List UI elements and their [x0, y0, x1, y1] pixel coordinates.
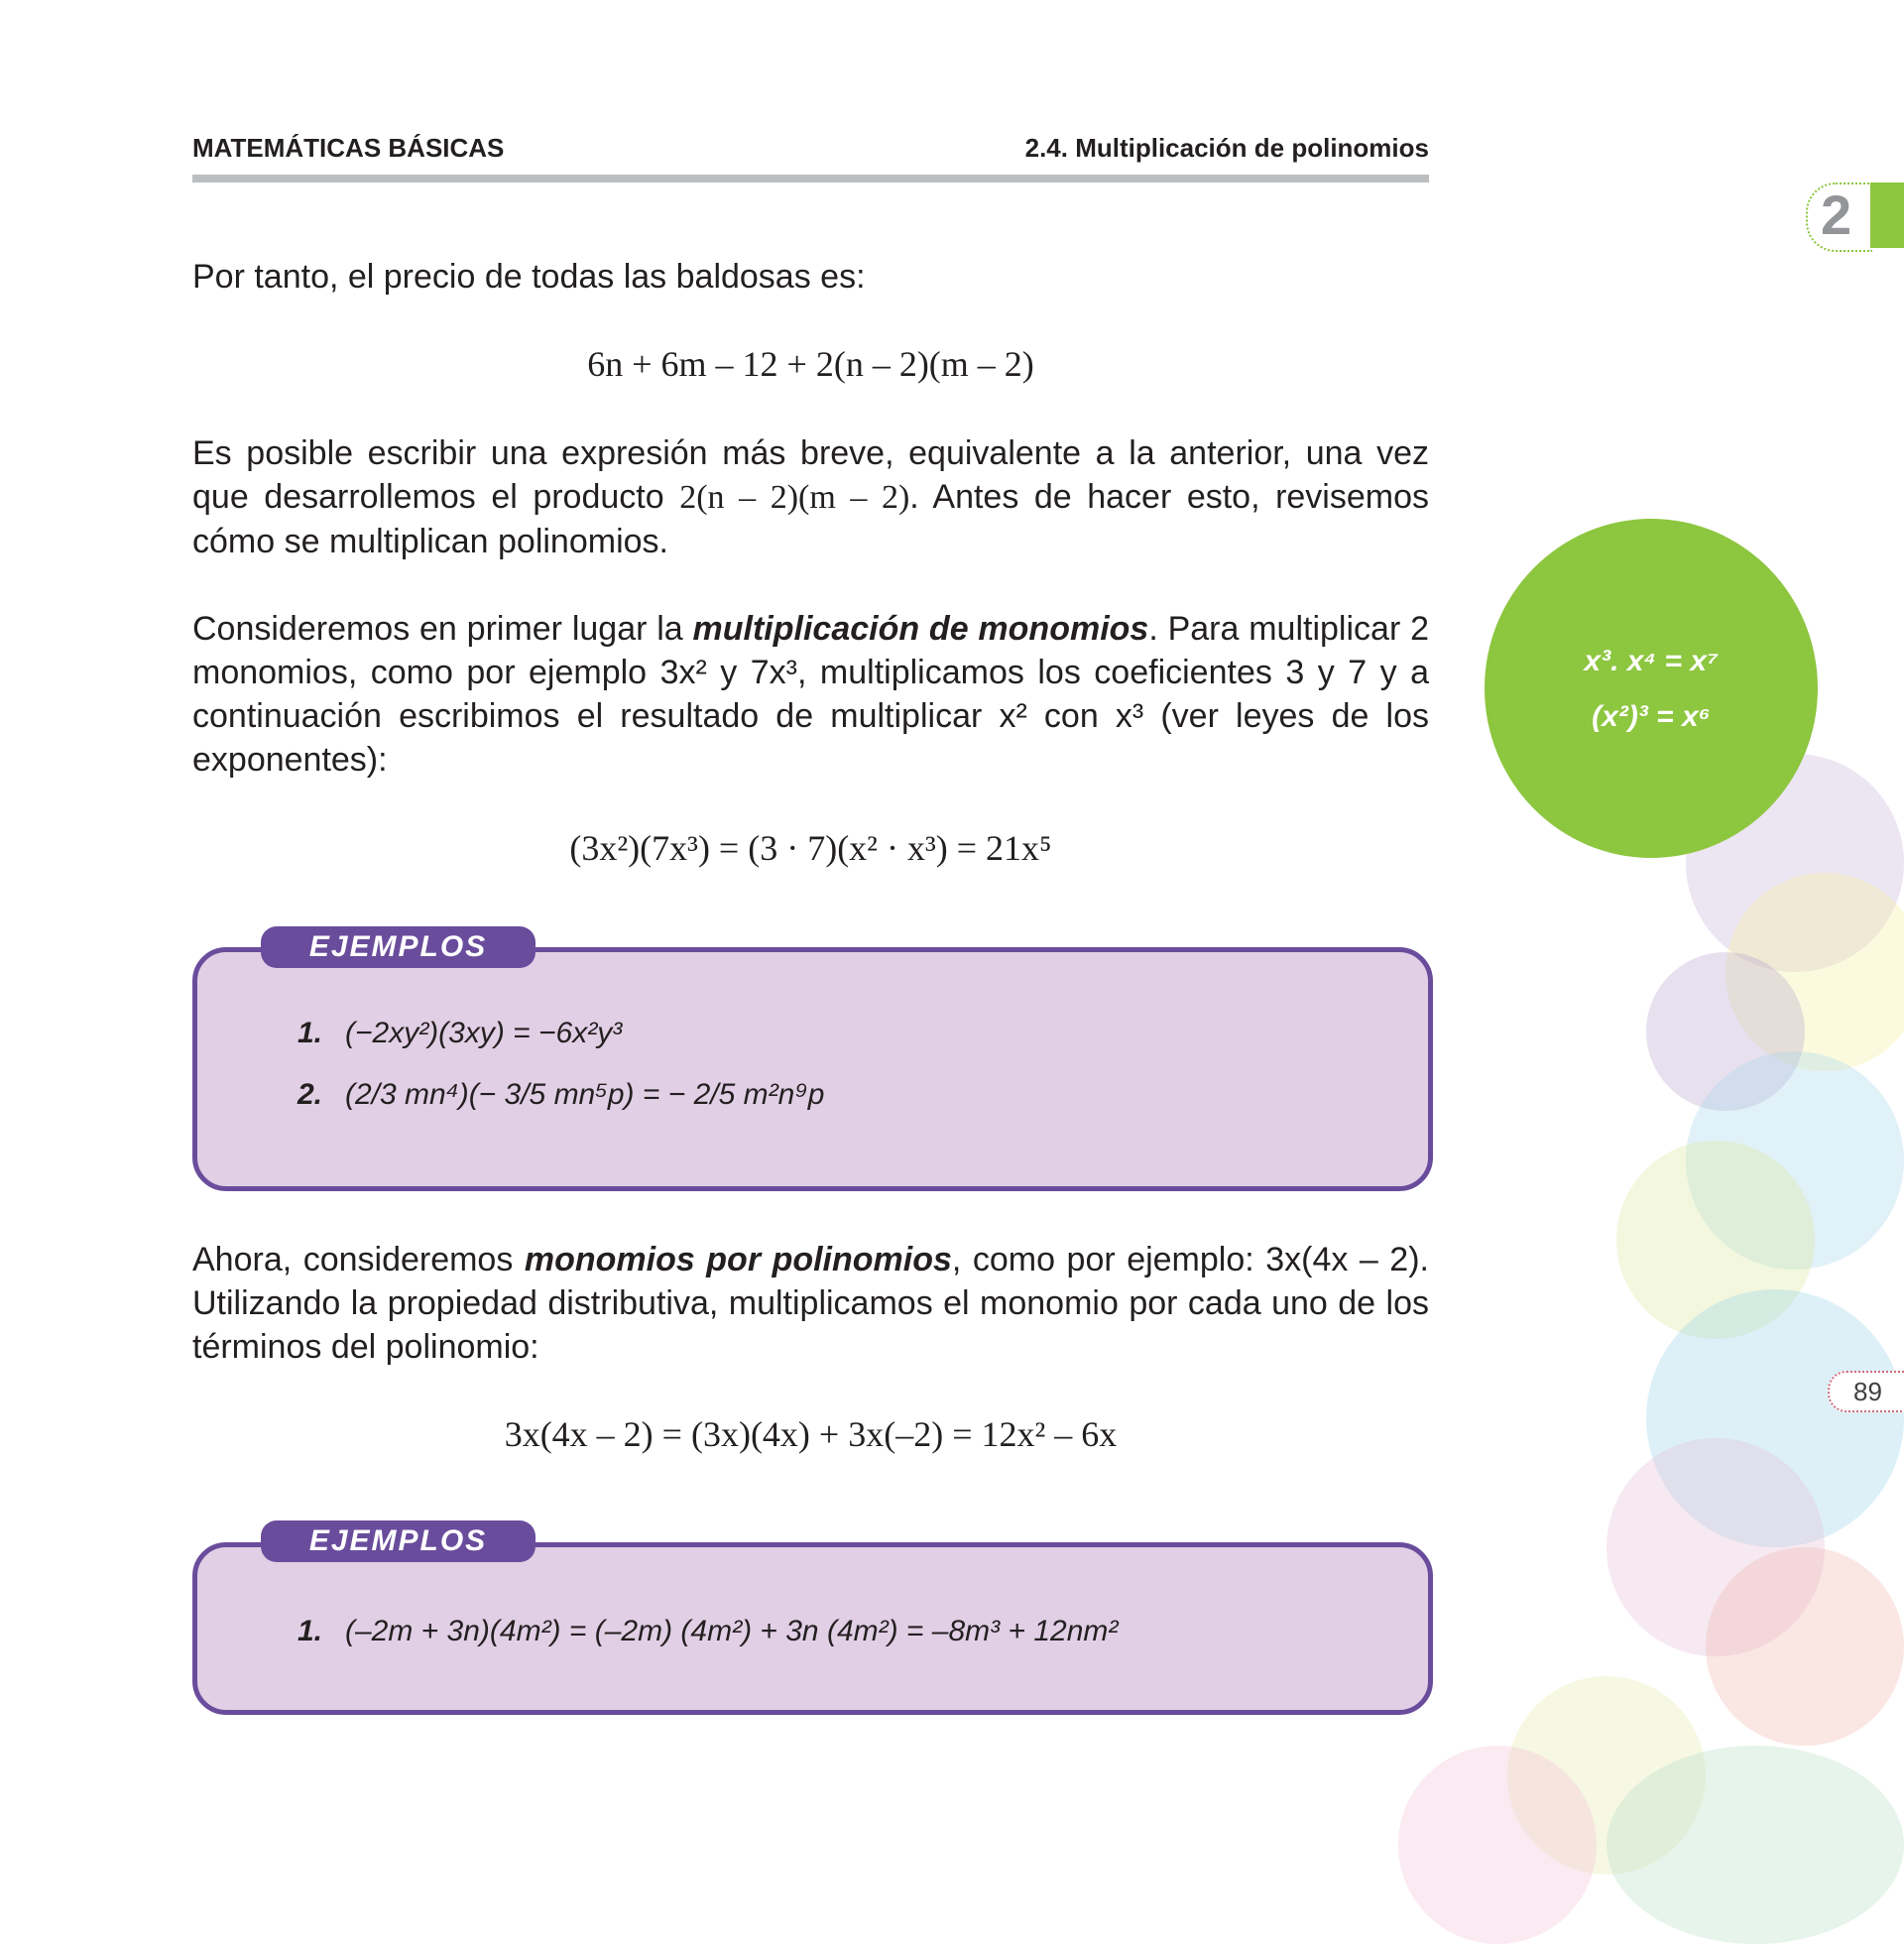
exponent-rules-badge [1485, 519, 1818, 858]
emphasis: monomios por polinomios [524, 1241, 952, 1278]
item-expression: (−2xy²)(3xy) = −6x²y³ [345, 1017, 623, 1049]
item-expression: (2/3 mn⁴)(− 3/5 mn⁵p) = − 2/5 m²n⁹p [345, 1078, 825, 1111]
example-item [298, 1615, 1118, 1648]
example-item [298, 1078, 824, 1112]
item-expression: (–2m + 3n)(4m²) = (–2m) (4m²) + 3n (4m²) = –8m³ + 12nm² [345, 1615, 1119, 1647]
header-rule [192, 175, 1429, 182]
text: Consideremos en primer lugar la [192, 610, 693, 648]
item-number: 2. [298, 1078, 323, 1111]
paragraph-2 [192, 431, 1429, 563]
chapter-number: 2 [1821, 183, 1852, 246]
paragraph-1: Por tanto, el precio de todas las baldosas es: [192, 258, 866, 296]
examples-title-2: EJEMPLOS [261, 1520, 536, 1562]
equation-1: 6n + 6m – 12 + 2(n – 2)(m – 2) [587, 344, 1034, 384]
text: Es posible escribir una expresión más breve, equivalente a la anterior, una vez que desarrollemos el producto [192, 434, 1429, 516]
text: , como por ejemplo: 3x(4x – 2). Utilizando la propiedad distributiva, multiplicamos el monomio por cada uno de los términos del polinomio: [192, 1241, 1429, 1366]
examples-title-1: EJEMPLOS [261, 926, 536, 968]
exponent-rule-2: (x²)³ = x⁶ [1592, 700, 1711, 733]
example-item [298, 1017, 622, 1050]
emphasis: multiplicación de monomios [692, 610, 1149, 648]
page-number: 89 [1828, 1371, 1904, 1412]
chapter-tab-green [1870, 182, 1904, 248]
running-header-section: 2.4. Multiplicación de polinomios [1024, 133, 1429, 163]
exponent-rule-1: x³. x⁴ = x⁷ [1584, 645, 1719, 677]
item-number: 1. [298, 1017, 323, 1049]
equation-3: 3x(4x – 2) = (3x)(4x) + 3x(–2) = 12x² – 6x [504, 1414, 1118, 1454]
text: . Para multiplicar 2 monomios, como por ejemplo 3x² y 7x³, multiplicamos los coeficientes 3 y 7 y a continuación escribimos el resultado de multiplicar x² con x³ (ver leyes de los exponentes): [192, 610, 1429, 779]
math-inline: 2(n – 2)(m – 2) [679, 479, 910, 516]
text: Ahora, consideremos [192, 1241, 525, 1278]
equation-2: (3x²)(7x³) = (3 · 7)(x² · x³) = 21x⁵ [569, 828, 1052, 868]
paragraph-3 [192, 607, 1429, 782]
text: . Antes de hacer esto, revisemos cómo se multiplican polinomios. [192, 478, 1429, 560]
paragraph-4 [192, 1238, 1429, 1369]
examples-box-1 [192, 947, 1433, 1191]
running-header-book: MATEMÁTICAS BÁSICAS [192, 133, 505, 163]
item-number: 1. [298, 1615, 323, 1647]
